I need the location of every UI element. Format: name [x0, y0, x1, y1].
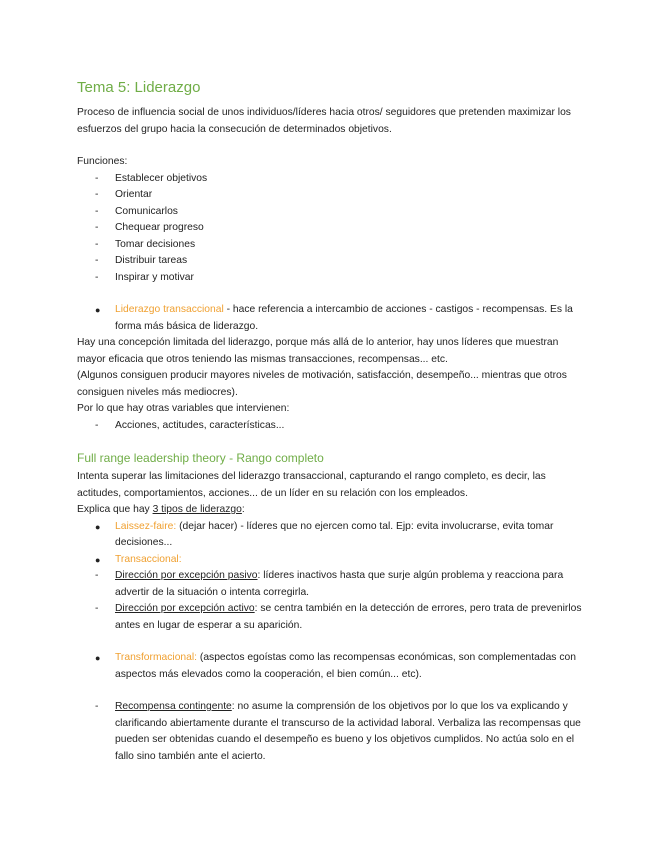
transactional-item	[77, 302, 582, 335]
activo-text: : se centra también en la detección de errores, pero trata de prevenirlos antes en lugar de esperar a su aparición.	[115, 603, 582, 631]
types-sentence	[77, 502, 582, 519]
activo-item	[77, 601, 582, 634]
other-variables-list	[77, 418, 582, 435]
functions-label: Funciones:	[77, 156, 128, 167]
functions-list	[77, 171, 582, 287]
section-title-full-range: Full range leadership theory - Rango completo	[77, 451, 324, 465]
activo-term: Dirección por excepción activo	[115, 603, 255, 614]
transactional-list	[77, 302, 582, 335]
full-range-intro: Intenta superar las limitaciones del liderazgo transaccional, capturando el rango completo, es decir, las actitudes, comportamientos, acciones... de un líder en su relación con los empleados.	[77, 471, 546, 499]
pasivo-text: : líderes inactivos hasta que surje algún problema y reacciona para advertir de la situación o intenta corregirla.	[115, 570, 564, 598]
transformacional-list	[77, 650, 582, 683]
transformacional-term: Transformacional:	[115, 652, 198, 663]
transformacional-item	[77, 650, 582, 683]
function-item: - Orientar	[77, 187, 582, 204]
transactional-term: Liderazgo transaccional	[115, 304, 224, 315]
transaccional-term: Transaccional:	[115, 553, 182, 565]
laissez-faire-term: Laissez-faire:	[115, 520, 177, 532]
laissez-faire-text: (dejar hacer) - líderes que no ejercen como tal. Ejp: evita involucrarse, evita tomar decisiones...	[115, 520, 554, 548]
function-item: - Comunicarlos	[77, 204, 582, 221]
contingente-text: : no asume la comprensión de los objetivos por lo que los va explicando y clarificando abiertamente durante el transcurso de la actividad laboral. Verbaliza las recompensas que pueden ser obtenidas cuando el desempeño es bueno y los objetivos cumplidos. No actúa solo en el fallo sino también ante el acierto.	[115, 701, 581, 762]
types-prefix: Explica que hay	[77, 504, 153, 515]
contingente-term: Recompensa contingente	[115, 701, 232, 712]
transaccional-item	[77, 552, 582, 569]
limited-paragraph: Hay una concepción limitada del liderazgo, porque más allá de lo anterior, hay unos líderes que muestran mayor eficacia que otros teniendo las mismas transacciones, recompensas... etc.	[77, 337, 559, 365]
transformacional-text: (aspectos egoístas como las recompensas económicas, son complementadas con aspectos más elevados como la cooperación, el bien común... etc).	[115, 652, 576, 680]
pasivo-term: Dirección por excepción pasivo	[115, 570, 258, 581]
laissez-faire-item	[77, 519, 582, 552]
page-title: Tema 5: Liderazgo	[77, 79, 201, 96]
pasivo-item	[77, 568, 582, 601]
function-item: - Tomar decisiones	[77, 237, 582, 254]
function-item: - Chequear progreso	[77, 220, 582, 237]
definition-paragraph: Proceso de influencia social de unos individuos/líderes hacia otros/ seguidores que pretenden maximizar los esfuerzos del grupo hacia la consecución de determinados objetivos.	[77, 107, 571, 135]
function-item: - Inspirar y motivar	[77, 270, 582, 287]
function-item: - Establecer objetivos	[77, 171, 582, 188]
other-variables-item: - Acciones, actitudes, características...	[77, 418, 582, 435]
contingente-item	[77, 699, 582, 765]
function-item: - Distribuir tareas	[77, 253, 582, 270]
types-underlined: 3 tipos de liderazgo	[152, 504, 242, 515]
leadership-types-list	[77, 519, 582, 635]
types-suffix: :	[241, 504, 245, 515]
document-content	[77, 78, 582, 765]
transactional-text: - hace referencia a intercambio de acciones - castigos - recompensas. Es la forma más básica de liderazgo.	[115, 304, 573, 332]
contingente-list	[77, 699, 582, 765]
other-variables-label: Por lo que hay otras variables que intervienen:	[77, 403, 290, 414]
parenthetical-paragraph: (Algunos consiguen producir mayores niveles de motivación, satisfacción, desempeño... mientras que otros consiguen niveles más mediocres).	[77, 370, 567, 398]
